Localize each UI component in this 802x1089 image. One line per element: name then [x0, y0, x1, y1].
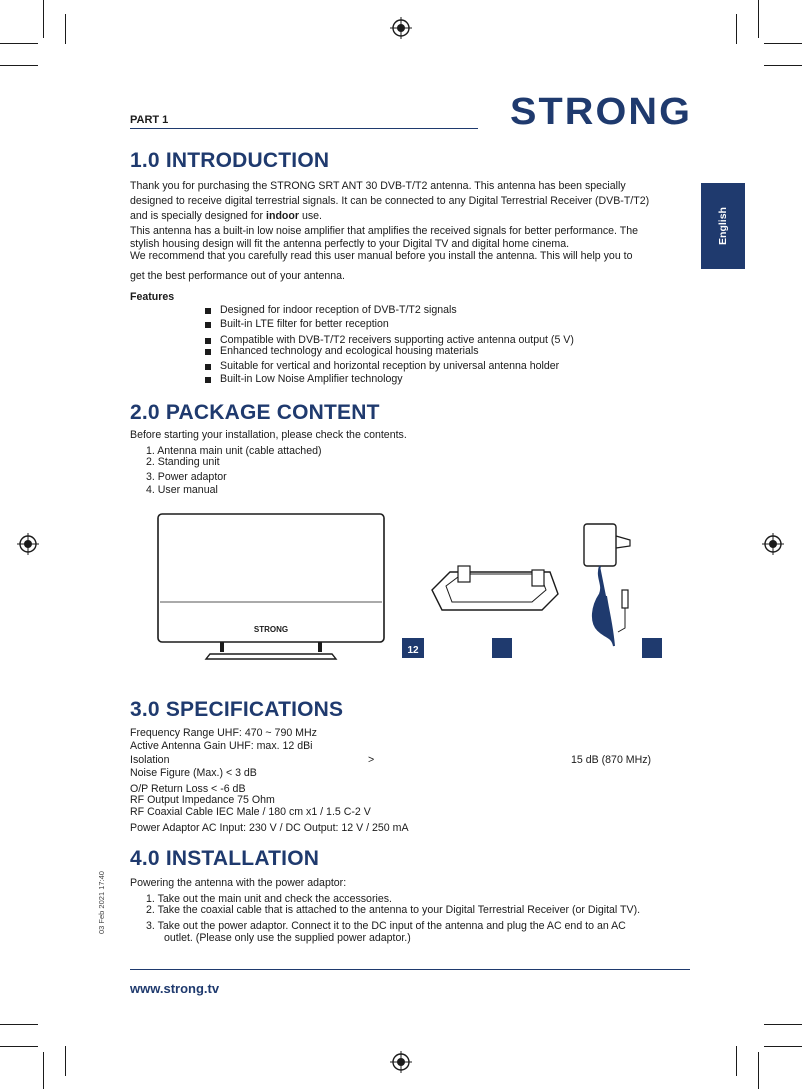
spec-cable: RF Coaxial Cable IEC Male / 180 cm x1 / 1.5 C-2 V — [130, 806, 371, 818]
crop-mark — [0, 43, 38, 44]
feature-item: Compatible with DVB-T/T2 receivers supporting active antenna output (5 V) — [220, 334, 574, 346]
crop-mark — [758, 0, 759, 38]
intro-line — [130, 209, 690, 224]
registration-mark-icon — [390, 1051, 412, 1073]
install-heading: 4.0 INSTALLATION — [130, 847, 320, 870]
crop-mark — [65, 14, 66, 44]
features-label: Features — [130, 291, 175, 303]
intro-line: stylish housing design will fit the antenna perfectly to your Digital TV and digital home cinema. — [130, 238, 570, 250]
registration-mark-icon — [17, 533, 39, 555]
crop-mark — [764, 1046, 802, 1047]
package-item: 4. User manual — [146, 484, 218, 496]
intro-line-post: use. — [299, 210, 322, 222]
number-badge-text: 12 — [407, 645, 419, 656]
intro-line: get the best performance out of your antenna. — [130, 270, 345, 282]
crop-mark — [0, 65, 38, 66]
spec-impedance: RF Output Impedance 75 Ohm — [130, 794, 275, 806]
crop-mark — [736, 1046, 737, 1076]
spec-isolation-label: Isolation — [130, 754, 170, 766]
antenna-illustration — [158, 514, 384, 659]
registration-mark-icon — [390, 17, 412, 39]
registration-mark-icon — [762, 533, 784, 555]
bullet-icon — [205, 308, 211, 314]
date-stamp: 03 Feb 2021 17:40 — [97, 871, 106, 934]
feature-item: Built-in Low Noise Amplifier technology — [220, 373, 403, 385]
feature-item: Built-in LTE filter for better reception — [220, 318, 389, 330]
install-step: 3. Take out the power adaptor. Connect it to the DC input of the antenna and plug the AC end to an AC — [146, 920, 626, 932]
package-item: 1. Antenna main unit (cable attached) — [146, 445, 322, 457]
crop-mark — [0, 1046, 38, 1047]
intro-indoor-bold: indoor — [266, 210, 299, 222]
crop-mark — [764, 65, 802, 66]
crop-mark — [43, 0, 44, 38]
website-link[interactable]: www.strong.tv — [130, 981, 220, 996]
bullet-icon — [205, 364, 211, 370]
language-tab — [701, 183, 745, 269]
crop-mark — [736, 14, 737, 44]
spec-noise: Noise Figure (Max.) < 3 dB — [130, 767, 257, 779]
install-step-continued: outlet. (Please only use the supplied power adaptor.) — [164, 932, 411, 944]
specs-heading: 3.0 SPECIFICATIONS — [130, 698, 344, 721]
part-label: PART 1 — [130, 114, 169, 126]
strong-logo — [510, 92, 692, 130]
intro-line: We recommend that you carefully read this user manual before you install the antenna. This will help you to — [130, 250, 633, 262]
bullet-icon — [205, 377, 211, 383]
number-badge — [642, 638, 662, 658]
install-step: 2. Take the coaxial cable that is attached to the antenna to your Digital Terrestrial Receiver (or Digital TV). — [146, 904, 641, 916]
crop-mark — [764, 43, 802, 44]
spec-isolation-value: 15 dB (870 MHz) — [571, 754, 652, 766]
number-badge — [492, 638, 512, 658]
feature-item: Enhanced technology and ecological housing materials — [220, 345, 479, 357]
intro-text — [130, 179, 690, 284]
power-adaptor-illustration — [584, 524, 630, 646]
bullet-icon — [205, 338, 211, 344]
intro-line: designed to receive digital terrestrial signals. It can be connected to any Digital Terrestrial Receiver (DVB-T/T2) — [130, 195, 650, 207]
feature-item: Designed for indoor reception of DVB-T/T2 signals — [220, 304, 457, 316]
spec-frequency: Frequency Range UHF: 470 ~ 790 MHz — [130, 727, 317, 739]
intro-heading: 1.0 INTRODUCTION — [130, 149, 330, 172]
crop-mark — [43, 1052, 44, 1089]
spec-gain: Active Antenna Gain UHF: max. 12 dBi — [130, 740, 313, 752]
package-intro: Before starting your installation, please check the contents. — [130, 429, 407, 441]
antenna-brand-label: STRONG — [253, 625, 289, 634]
spec-isolation-symbol: > — [368, 754, 375, 766]
header-divider — [130, 128, 478, 129]
crop-mark — [758, 1052, 759, 1089]
crop-mark — [65, 1046, 66, 1076]
intro-line: Thank you for purchasing the STRONG SRT ANT 30 DVB-T/T2 antenna. This antenna has been specially — [130, 180, 626, 192]
bullet-icon — [205, 349, 211, 355]
crop-mark — [764, 1024, 802, 1025]
package-item: 2. Standing unit — [146, 456, 220, 468]
language-tab-label: English — [717, 207, 729, 245]
crop-mark — [0, 1024, 38, 1025]
install-step: 1. Take out the main unit and check the accessories. — [146, 893, 392, 905]
intro-line-pre: and is specially designed for — [130, 210, 267, 222]
feature-item: Suitable for vertical and horizontal reception by universal antenna holder — [220, 360, 560, 372]
stand-illustration — [432, 566, 558, 610]
package-heading: 2.0 PACKAGE CONTENT — [130, 401, 380, 424]
bullet-icon — [205, 322, 211, 328]
package-item: 3. Power adaptor — [146, 471, 227, 483]
footer-divider — [130, 969, 690, 970]
package-illustration — [150, 510, 670, 662]
spec-power: Power Adaptor AC Input: 230 V / DC Output: 12 V / 250 mA — [130, 822, 409, 834]
spec-return-loss: O/P Return Loss < -6 dB — [130, 783, 246, 795]
intro-line: This antenna has a built-in low noise amplifier that amplifies the received signals for better performance. The — [130, 225, 638, 237]
install-intro: Powering the antenna with the power adaptor: — [130, 877, 347, 889]
logo-text: STRONG — [510, 92, 692, 130]
